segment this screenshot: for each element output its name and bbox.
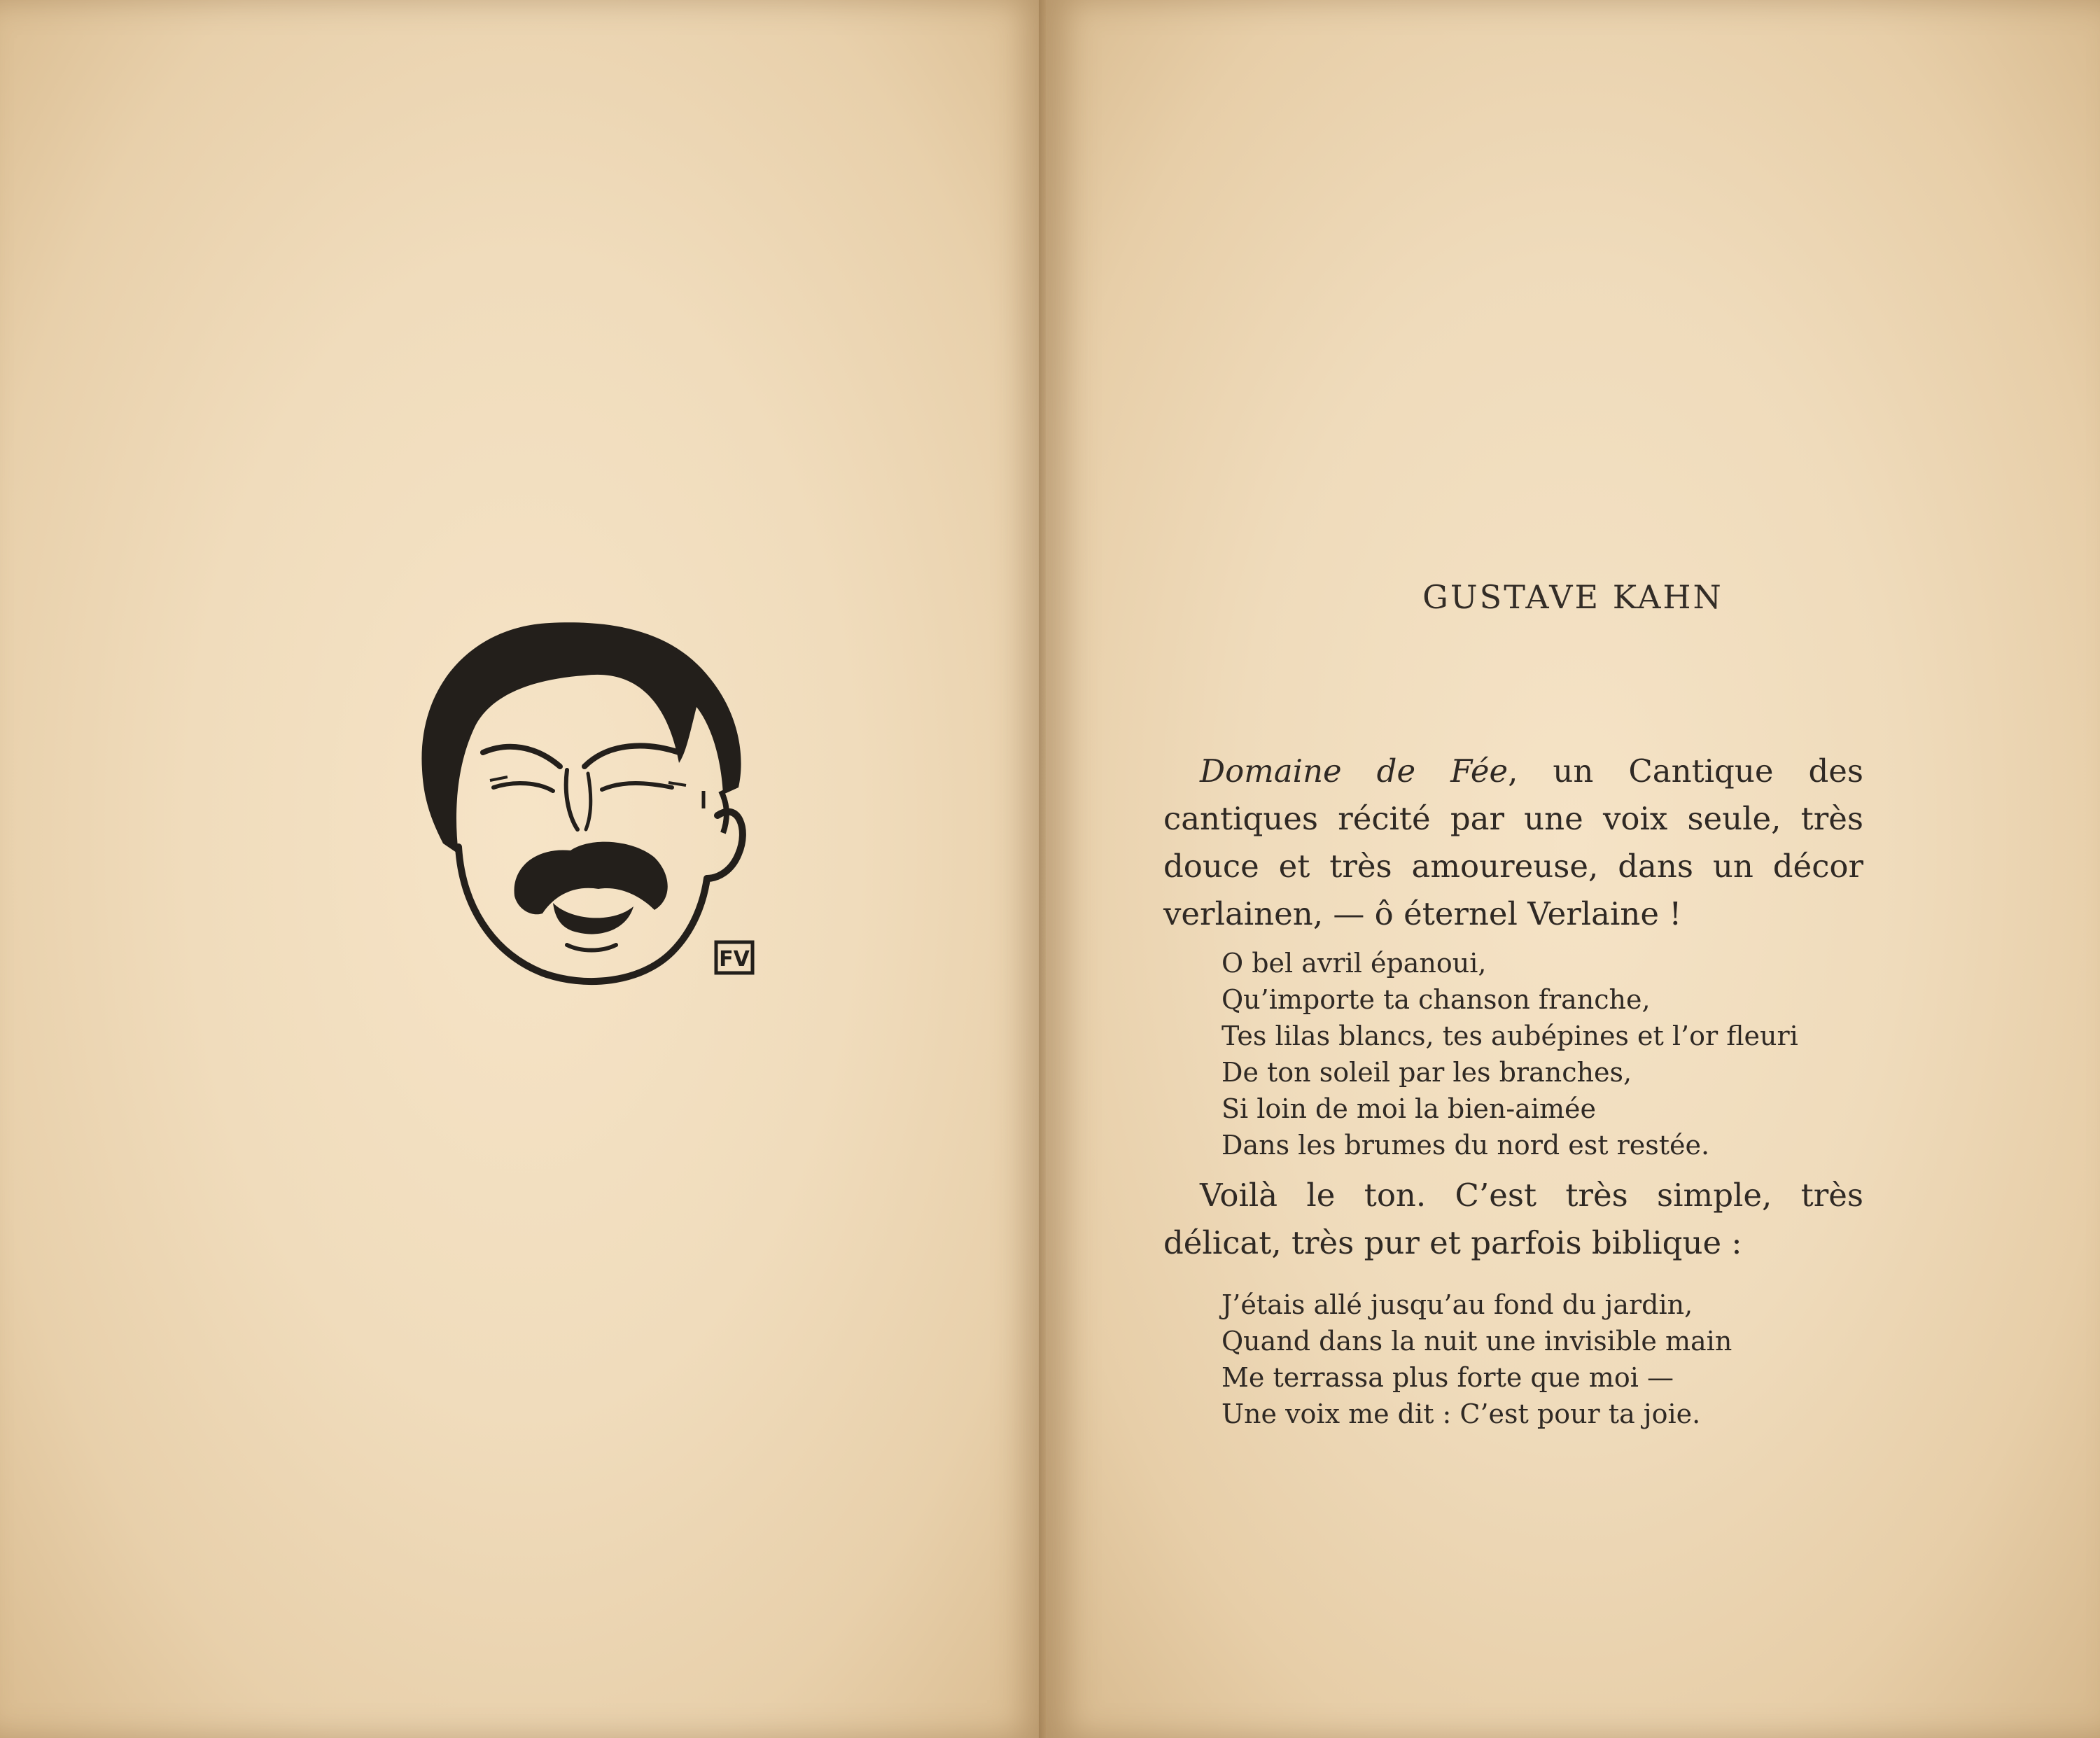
verse-quote-1 bbox=[1222, 945, 1863, 1163]
portrait-illustration bbox=[410, 602, 788, 994]
verse-line: Dans les brumes du nord est restée. bbox=[1222, 1130, 1710, 1161]
verse-line: Quand dans la nuit une invisible main bbox=[1222, 1326, 1732, 1357]
verse-line: O bel avril épanoui, bbox=[1222, 948, 1487, 979]
verse-line: Si loin de moi la bien-aimée bbox=[1222, 1093, 1597, 1124]
verse-quote-2 bbox=[1222, 1287, 1863, 1432]
paragraph-1 bbox=[1163, 748, 1863, 938]
work-title: Domaine de Fée bbox=[1200, 752, 1508, 790]
verse-line: Tes lilas blancs, tes aubépines et l’or fleuri bbox=[1222, 1021, 1798, 1051]
verse-line: Une voix me dit : C’est pour ta joie. bbox=[1222, 1399, 1701, 1429]
verse-line: De ton soleil par les branches, bbox=[1222, 1057, 1632, 1088]
paragraph-2: Voilà le ton. C’est très simple, très délicat, très pur et parfois biblique : bbox=[1163, 1177, 1863, 1261]
verse-line: Qu’importe ta chanson franche, bbox=[1222, 984, 1651, 1015]
left-page bbox=[0, 0, 1046, 1738]
paragraph-1-text: , un Cantique des cantiques récité par une voix seule, très douce et très amoureuse, dans un décor verlainen, — ô éternel Verlaine ! bbox=[1163, 752, 1863, 932]
monogram-text: FV bbox=[719, 947, 750, 972]
chapter-title: GUSTAVE KAHN bbox=[1422, 578, 1723, 616]
verse-line: J’étais allé jusqu’au fond du jardin, bbox=[1222, 1289, 1693, 1320]
woodcut-portrait-icon bbox=[410, 602, 788, 994]
verse-line: Me terrassa plus forte que moi — bbox=[1222, 1362, 1674, 1393]
body-text bbox=[1163, 748, 1863, 1441]
